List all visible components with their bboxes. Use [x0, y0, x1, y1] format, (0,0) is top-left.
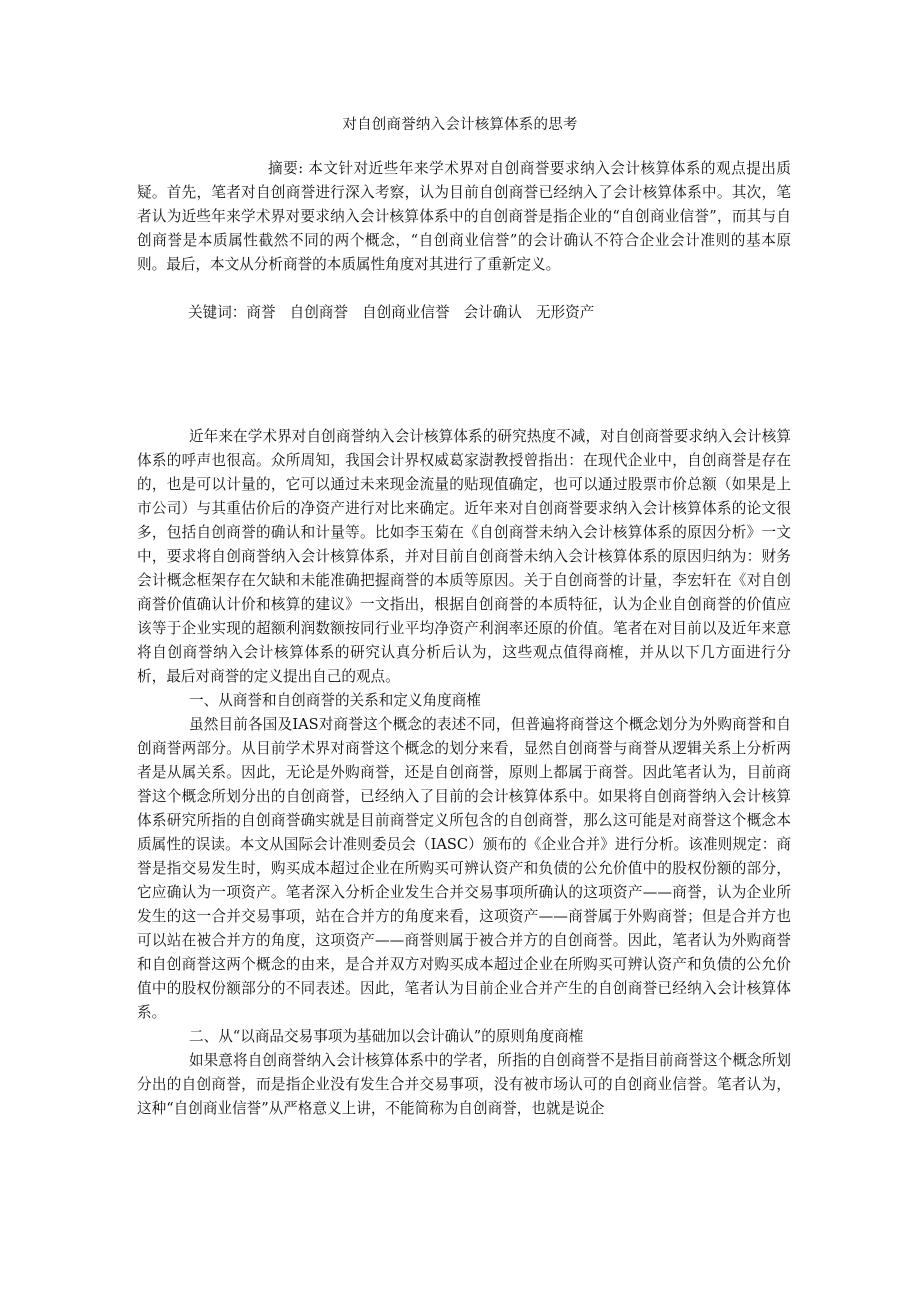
- keyword: 商誉: [246, 304, 276, 321]
- abstract-paragraph: [137, 157, 791, 277]
- abstract-label: 摘要:: [268, 160, 304, 177]
- keyword: 会计确认: [463, 304, 522, 321]
- body-paragraph: 虽然目前各国及IAS对商誉这个概念的表述不同，但普遍将商誉这个概念划分为外购商誉和自创商誉两部分。从目前学术界对商誉这个概念的划分来看，显然自创商誉与商誉从逻辑关系上分析两者是从属关系。因此，无论是外购商誉，还是自创商誉，原则上都属于商誉。因此笔者认为，目前商誉这个概念所划分出的自创商誉，已经纳入了目前的会计核算体系中。如果将自创商誉纳入会计核算体系研究所指的自创商誉确实就是目前商誉定义所包含的自创商誉，那么这可能是对商誉这个概念本质属性的误读。本文从国际会计准则委员会（IASC）颁布的《企业合并》进行分析。该准则规定：商誉是指交易发生时，购买成本超过企业在所购买可辨认资产和负债的公允价值中的股权份额的部分，它应确认为一项资产。笔者深入分析企业发生合并交易事项所确认的这项资产——商誉，认为企业所发生的这一合并交易事项，站在合并方的角度来看，这项资产——商誉属于外购商誉；但是合并方也可以站在被合并方的角度，这项资产——商誉则属于被合并方的自创商誉。因此，笔者认为外购商誉和自创商誉这两个概念的由来，是合并双方对购买成本超过企业在所购买可辨认资产和负债的公允价值中的股权份额部分的不同表述。因此，笔者认为目前企业合并产生的自创商誉已经纳入会计核算体系。: [137, 716, 791, 1021]
- abstract: [137, 157, 791, 277]
- abstract-text: 本文针对近些年来学术界对自创商誉要求纳入会计核算体系的观点提出质疑。首先，笔者对自创商誉进行深入考察，认为目前自创商誉已经纳入了会计核算体系中。其次，笔者认为近些年来学术界对要求纳入会计核算体系中的自创商誉是指企业的“自创商业信誉”，而其与自创商誉是本质属性截然不同的两个概念，“自创商业信誉”的会计确认不符合企业会计准则的基本原则。最后，本文从分析商誉的本质属性角度对其进行了重新定义。: [137, 160, 791, 273]
- keyword: 自创商业信誉: [361, 304, 450, 321]
- keyword: 无形资产: [535, 304, 595, 321]
- keywords: [188, 301, 608, 325]
- keyword: 自创商誉: [289, 304, 348, 321]
- main-body: [137, 425, 791, 1121]
- document-title: 对自创商誉纳入会计核算体系的思考: [342, 117, 578, 133]
- section-heading: 一、从商誉和自创商誉的关系和定义角度商榷: [189, 692, 481, 709]
- section-heading: 二、从“以商品交易事项为基础加以会计确认”的原则角度商榷: [189, 1028, 584, 1045]
- body-paragraph: 近年来在学术界对自创商誉纳入会计核算体系的研究热度不减，对自创商誉要求纳入会计核算体系的呼声也很高。众所周知，我国会计界权威葛家澍教授曾指出：在现代企业中，自创商誉是存在的，也是可以计量的，它可以通过未来现金流量的贴现值确定，也可以通过股票市价总额（如果是上市公司）与其重估价后的净资产进行对比来确定。近年来对自创商誉要求纳入会计核算体系的论文很多，包括自创商誉的确认和计量等。比如李玉菊在《自创商誉未纳入会计核算体系的原因分析》一文中，要求将自创商誉纳入会计核算体系，并对目前自创商誉未纳入会计核算体系的原因归纳为：财务会计概念框架存在欠缺和未能准确把握商誉的本质等原因。关于自创商誉的计量，李宏轩在《对自创商誉价值确认计价和核算的建议》一文指出，根据自创商誉的本质特征，认为企业自创商誉的价值应该等于企业实现的超额利润数额按同行业平均净资产利润率还原的价值。笔者在对目前以及近年来意将自创商誉纳入会计核算体系的研究认真分析后认为，这些观点值得商榷，并从以下几方面进行分析，最后对商誉的定义提出自己的观点。: [137, 428, 791, 685]
- body-paragraph: 如果意将自创商誉纳入会计核算体系中的学者，所指的自创商誉不是指目前商誉这个概念所划分出的自创商誉，而是指企业没有发生合并交易事项，没有被市场认可的自创商业信誉。笔者认为，这种“自创商业信誉”从严格意义上讲，不能简称为自创商誉，也就是说企: [137, 1052, 791, 1117]
- keywords-label: 关键词：: [188, 304, 247, 321]
